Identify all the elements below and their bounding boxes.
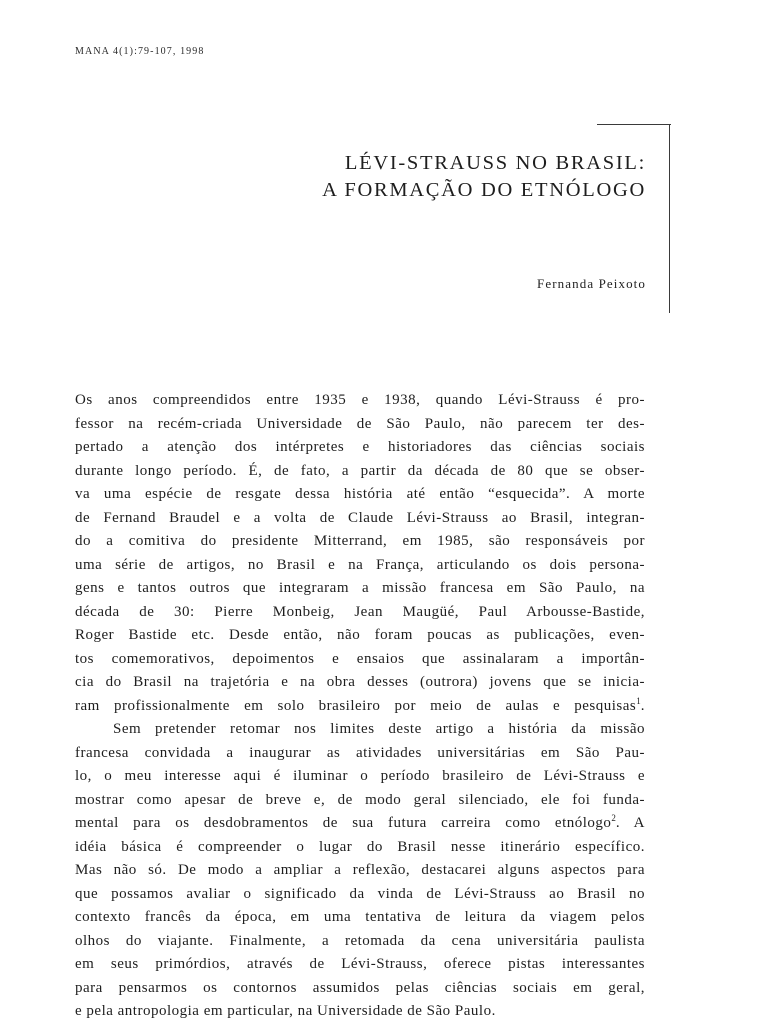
footnote-marker[interactable]: 2 — [611, 813, 616, 823]
article-body — [75, 389, 645, 1024]
body-line-text: olhos do viajante. Finalmente, a retomada da cena universitária paulista — [75, 932, 645, 949]
body-line — [75, 718, 645, 742]
body-line — [75, 601, 645, 625]
body-line-text: para pensarmos os contornos assumidos pelas ciências sociais em geral, — [75, 979, 645, 996]
body-line — [75, 1000, 645, 1024]
body-line — [75, 460, 645, 484]
body-line-text: va uma espécie de resgate dessa história até então “esquecida”. A morte — [75, 486, 645, 502]
body-line-text: de Fernand Braudel e a volta de Claude Lévi-Strauss ao Brasil, integran- — [75, 509, 645, 526]
body-line — [75, 507, 645, 531]
body-line — [75, 577, 645, 601]
body-line-text: pertado a atenção dos intérpretes e historiadores das ciências sociais — [75, 439, 645, 455]
body-line-tail: . — [640, 697, 645, 714]
paragraph-2 — [75, 718, 645, 1024]
body-line — [75, 671, 645, 695]
body-line — [75, 977, 645, 1001]
body-line — [75, 554, 645, 578]
body-line — [75, 765, 645, 789]
journal-reference: MANA 4(1):79-107, 1998 — [75, 46, 205, 57]
body-line — [75, 530, 645, 554]
body-line-text: Os anos compreendidos entre 1935 e 1938, quando Lévi-Strauss é pro- — [75, 392, 645, 408]
body-line-text: gens e tantos outros que integraram a missão francesa em São Paulo, na — [75, 580, 645, 596]
body-line-text: e pela antropologia em particular, na Universidade de São Paulo. — [75, 1003, 496, 1019]
body-line-text: lo, o meu interesse aqui é iluminar o período brasileiro de Lévi-Strauss e — [75, 768, 645, 784]
title-line-2: A FORMAÇÃO DO ETNÓLOGO — [322, 179, 646, 201]
title-line-1: LÉVI-STRAUSS NO BRASIL: — [344, 152, 646, 174]
body-line-text: ram profissionalmente em solo brasileiro por meio de aulas e pesquisas — [75, 697, 637, 714]
body-line-tail: . A — [615, 815, 645, 831]
body-line-text: Mas não só. De modo a ampliar a reflexão, destacarei alguns aspectos para — [75, 862, 645, 878]
body-line — [75, 812, 645, 836]
body-line — [75, 624, 645, 648]
body-line-text: Roger Bastide etc. Desde então, não foram poucas as publicações, even- — [75, 627, 645, 643]
body-line — [75, 906, 645, 930]
body-line-text: do a comitiva do presidente Mitterrand, em 1985, são responsáveis por — [75, 533, 645, 549]
body-line-text: cia do Brasil na trajetória e na obra desses (outrora) jovens que se inicia- — [75, 674, 645, 690]
body-line-text: idéia básica é compreender o lugar do Brasil nesse itinerário específico. — [75, 838, 645, 855]
body-line — [75, 836, 645, 860]
body-line — [75, 930, 645, 954]
author-name: Fernanda Peixoto — [537, 276, 646, 291]
paragraph-1 — [75, 389, 645, 718]
body-line — [75, 483, 645, 507]
body-line-text: mental para os desdobramentos de sua futura carreira como etnólogo — [75, 815, 612, 831]
body-line — [75, 436, 645, 460]
body-line-text: mostrar como apesar de breve e, de modo geral silenciado, ele foi funda- — [75, 791, 645, 808]
body-line-text: contexto francês da época, em uma tentativa de leitura da viagem pelos — [75, 909, 645, 925]
body-line-text: uma série de artigos, no Brasil e na França, articulando os dois persona- — [75, 556, 645, 573]
footnote-marker[interactable]: 1 — [636, 695, 641, 706]
article-title — [322, 150, 646, 204]
body-line — [75, 859, 645, 883]
body-line-text: que possamos avaliar o significado da vinda de Lévi-Strauss ao Brasil no — [75, 885, 645, 902]
body-line-text: Sem pretender retomar nos limites deste artigo a história da missão — [113, 721, 645, 737]
body-line — [75, 953, 645, 977]
body-line-text: em seus primórdios, através de Lévi-Strauss, oferece pistas interessantes — [75, 956, 645, 972]
body-line-text: tos comemorativos, depoimentos e ensaios que assinalaram a importân- — [75, 650, 645, 667]
body-line — [75, 789, 645, 813]
body-line-text: francesa convidada a inaugurar as atividades universitárias em São Pau- — [75, 744, 645, 761]
body-line — [75, 389, 645, 413]
body-line — [75, 695, 645, 719]
body-line — [75, 413, 645, 437]
title-bracket-top-rule — [597, 124, 671, 125]
body-line-text: década de 30: Pierre Monbeig, Jean Maugüé, Paul Arbousse-Bastide, — [75, 603, 645, 620]
body-line — [75, 648, 645, 672]
title-bracket-side-rule — [669, 124, 670, 313]
body-line-text: durante longo período. É, de fato, a partir da década de 80 que se obser- — [75, 462, 645, 479]
body-line — [75, 742, 645, 766]
body-line-text: fessor na recém-criada Universidade de São Paulo, não parecem ter des- — [75, 415, 645, 432]
body-line — [75, 883, 645, 907]
